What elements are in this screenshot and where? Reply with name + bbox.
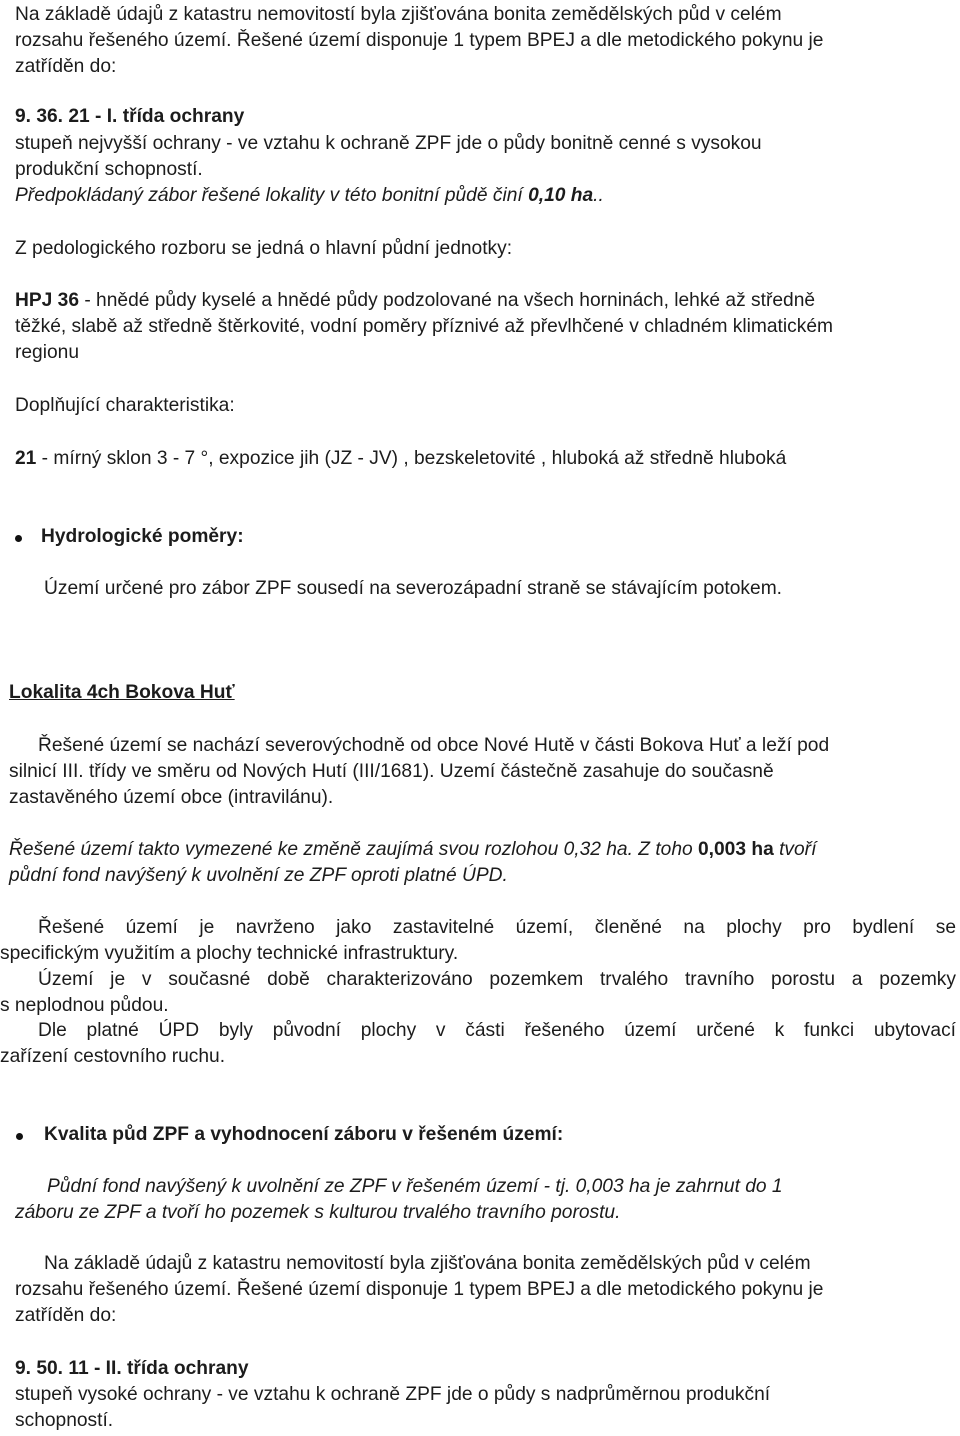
location-line-1: Řešené území se nachází severovýchodně od obce Nové Hutě v části Bokova Huť a leží pod [38, 735, 830, 756]
bullet-icon [16, 1133, 23, 1140]
location-line-2: silnicí III. třídy ve směru od Nových Hutí (III/1681). Uzemí částečně zasahuje do současně [9, 761, 774, 782]
hydrology-text: Území určené pro zábor ZPF sousedí na severozápadní straně se stávajícím potokem. [44, 578, 783, 599]
current-use-line-1: Území je v současné době charakterizováno pozemkem trvalého travního porostu a pozemky [38, 969, 956, 990]
hydrology-heading: Hydrologické poměry: [41, 526, 244, 547]
pedology-intro: Z pedologického rozboru se jedná o hlavní půdní jednotky: [15, 238, 513, 259]
intro-paragraph-2-line-1: Na základě údajů z katastru nemovitostí byla zjišťována bonita zemědělských půd v celém [44, 1253, 811, 1274]
protection-description-line-1: stupeň nejvyšší ochrany - ve vztahu k ochraně ZPF jde o půdy bonitně cenné s vysokou [15, 133, 762, 154]
intro-paragraph-2-line-3: zatříděn do: [15, 1305, 117, 1326]
intro-paragraph-2-line-2: rozsahu řešeného území. Řešené území disponuje 1 typem BPEJ a dle metodického pokynu je [15, 1279, 824, 1300]
supplement-description: - mírný sklon 3 - 7 °, expozice jih (JZ - JV) , bezskeletovité , hluboká až středně hluboká [36, 448, 787, 469]
area-line-2: půdní fond navýšený k uvolnění ze ZPF oproti platné ÚPD. [9, 865, 508, 886]
hpj-description-start: - hnědé půdy kyselé a hnědé půdy podzolované na všech horninách, lehké až středně [79, 290, 816, 311]
intro-paragraph-line-1: Na základě údajů z katastru nemovitostí byla zjišťována bonita zemědělských půd v celém [15, 4, 782, 25]
current-use-line-2: s neplodnou půdou. [0, 995, 169, 1016]
supplement-line [15, 446, 786, 472]
hpj-code: HPJ 36 [15, 290, 79, 311]
intro-paragraph-line-2: rozsahu řešeného území. Řešené území disponuje 1 typem BPEJ a dle metodického pokynu je [15, 30, 824, 51]
quality-heading: Kvalita půd ZPF a vyhodnocení záboru v řešeném území: [44, 1124, 564, 1145]
bpej-class-label: 9. 36. 21 - I. třída ochrany [15, 106, 245, 127]
supplement-code: 21 [15, 448, 37, 469]
hpj-line-1 [15, 288, 815, 314]
previous-plan-line-1: Dle platné ÚPD byly původní plochy v části řešeného území určené k funkci ubytovací [38, 1020, 956, 1041]
bullet-icon [15, 535, 22, 542]
area-line-1-suffix: tvoří [773, 839, 817, 860]
designation-line-2: specifickým využitím a plochy technické infrastruktury. [0, 943, 459, 964]
supplement-label: Doplňující charakteristika: [15, 395, 235, 416]
area-estimate-text: Předpokládaný zábor řešené lokality v této bonitní půdě činí [15, 185, 529, 206]
area-estimate-suffix: .. [593, 185, 604, 206]
area-line-1 [9, 837, 816, 863]
area-line-1-value: 0,003 ha [698, 839, 774, 860]
location-line-3: zastavěného území obce (intravilánu). [9, 787, 334, 808]
intro-paragraph-line-3: zatříděn do: [15, 56, 117, 77]
protection-description-line-2: produkční schopností. [15, 159, 203, 180]
quality-text-line-1: Půdní fond navýšený k uvolnění ze ZPF v řešeném území - tj. 0,003 ha je zahrnut do 1 [47, 1176, 783, 1197]
designation-line-1: Řešené území je navrženo jako zastavitelné území, členěné na plochy pro bydlení se [38, 917, 956, 938]
previous-plan-line-2: zařízení cestovního ruchu. [0, 1046, 226, 1067]
area-line-1-text: Řešené území takto vymezené ke změně zaujímá svou rozlohou 0,32 ha. Z toho [9, 839, 698, 860]
quality-text-line-2: záboru ze ZPF a tvoří ho pozemek s kulturou trvalého travního porostu. [15, 1202, 621, 1223]
hpj-line-2: těžké, slabě až středně štěrkovité, vodní poměry příznivé až převlhčené v chladném klimatickém [15, 316, 833, 337]
locality-heading: Lokalita 4ch Bokova Huť [9, 682, 235, 703]
protection-description-2-line-1: stupeň vysoké ochrany - ve vztahu k ochraně ZPF jde o půdy s nadprůměrnou produkční [15, 1384, 771, 1405]
area-estimate-value: 0,10 ha [528, 185, 594, 206]
area-estimate-line [15, 183, 604, 209]
hpj-line-3: regionu [15, 342, 80, 363]
bpej-class-label-2: 9. 50. 11 - II. třída ochrany [15, 1358, 249, 1379]
protection-description-2-line-2: schopností. [15, 1410, 114, 1431]
